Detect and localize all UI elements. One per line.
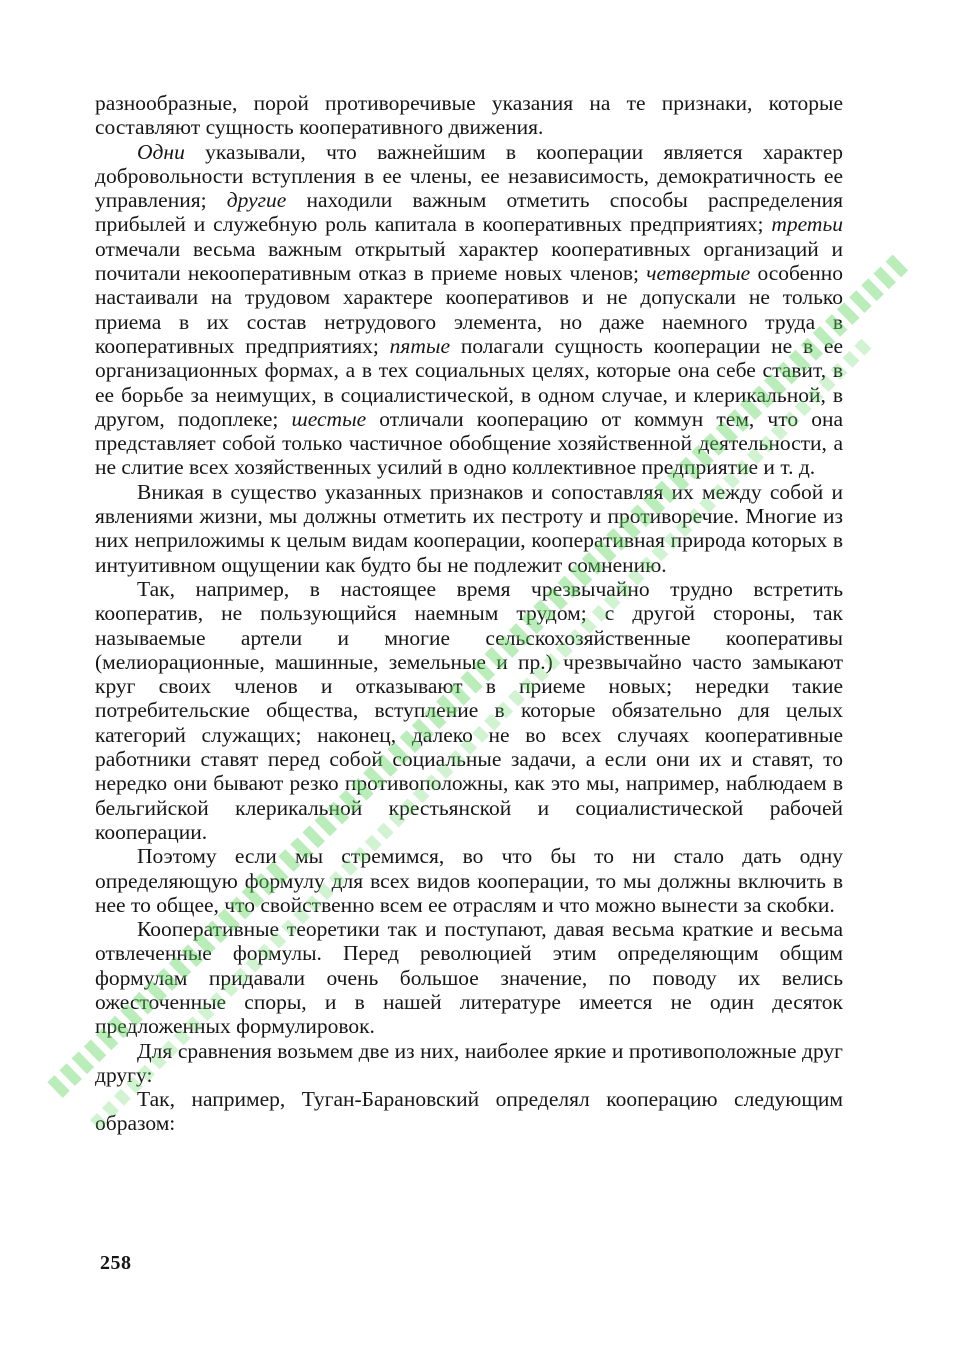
italic-term: четвертые	[646, 261, 751, 286]
page-number: 258	[100, 1252, 132, 1274]
text-run: Поэтому если мы стремимся, во что бы то ни стало дать одну определяющую формулу для всех видов кооперации, то мы должны включить в нее то общее, что свойственно всем ее отраслям и что можно вынести за скобки.	[95, 844, 843, 917]
paragraph	[95, 1087, 843, 1136]
text-run: отмечали весьма важным открытый характер кооперативных организаций и почитали некооперативным отказ в приеме новых членов;	[95, 236, 843, 286]
text-run: находили важным отметить способы распределения прибылей и служебную роль капитала в кооперативных предприятиях;	[95, 188, 843, 237]
paragraph	[95, 480, 843, 577]
text-run: отличали кооперацию от коммун тем, что она представляет собой только частичное обобщение хозяйственной деятельности, а не слитие всех хозяйственных усилий в одно коллективное предприятие и т. д.	[95, 406, 843, 480]
text-run: Вникая в существо указанных признаков и сопоставляя их между собой и явлениями жизни, мы должны отметить их пестроту и противоречие. Многие из них неприложимы к целым видам кооперации, кооперативная природа которых в интуитивном ощущении как будто бы не подлежит сомнению.	[95, 479, 843, 577]
paragraph	[95, 577, 843, 844]
italic-term: другие	[226, 188, 287, 213]
text-run: особенно настаивали на трудовом характере кооперативов и не допускали не только приема в их состав нетрудового элемента, но даже наемного труда в кооперативных предприятиях;	[95, 261, 843, 358]
text-run: разнообразные, порой противоречивые указания на те признаки, которые составляют сущность кооперативного движения.	[95, 91, 843, 140]
paragraph	[95, 140, 843, 480]
paragraph	[95, 1039, 843, 1088]
paragraph	[95, 844, 843, 917]
text-run: Так, например, в настоящее время чрезвычайно трудно встретить кооператив, не пользующийся наемным трудом; с другой стороны, так называемые артели и многие сельскохозяйственные кооперативы (мелиорационные, машинные, земельные и пр.) чрезвычайно часто замыкают круг своих членов и отказывают в приеме новых; нередки такие потребительские общества, вступление в которые обязательно для целых категорий служащих; наконец, далеко не во всех случаях кооперативные работники ставят перед собой социальные задачи, а если они их и ставят, то нередко они бывают резко противоположны, как это мы, например, наблюдаем в бельгийской клерикальной крестьянской и социалистической рабочей кооперации.	[95, 576, 843, 844]
text-run: Для сравнения возьмем две из них, наиболее яркие и противоположные друг другу:	[95, 1038, 843, 1087]
italic-term: Одни	[137, 139, 185, 164]
text-run: полагали сущность кооперации не в ее организационных формах, а в тех социальных целях, которые она себе ставит, в ее борьбе за неимущих, в социалистической, в одном случае, и клерикальной, в другом, подоплеке;	[95, 333, 843, 431]
text-run: Кооперативные теоретики так и поступают, давая весьма краткие и весьма отвлеченные формулы. Перед революцией этим определяющим общим формулам придавали очень большое значение, по поводу их велись ожесточенные споры, и в нашей литературе имеется не один десяток предложенных формулировок.	[95, 917, 843, 1039]
paragraph	[95, 917, 843, 1038]
italic-term: шестые	[291, 406, 367, 431]
text-run: Так, например, Туган-Барановский определял кооперацию следующим образом:	[95, 1087, 843, 1136]
italic-term: третьи	[771, 212, 843, 237]
italic-term: пятые	[389, 333, 451, 358]
paragraph	[95, 91, 843, 140]
body-text	[95, 91, 843, 1136]
text-run: указывали, что важнейшим в кооперации является характер добровольности вступления в ее члены, ее независимость, демократичность ее управления;	[95, 139, 843, 213]
